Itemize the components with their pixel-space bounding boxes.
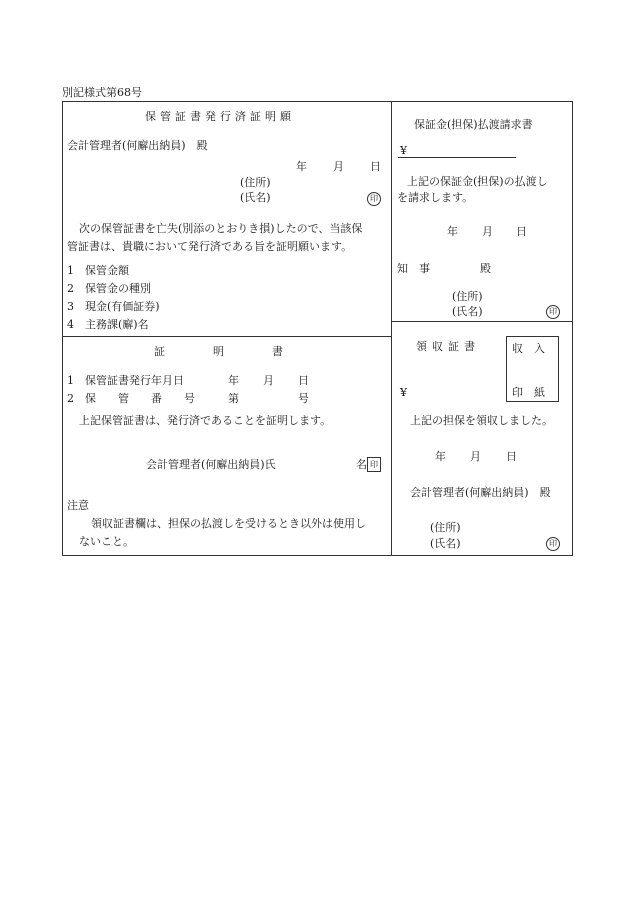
note-title: 注意 <box>67 499 89 512</box>
note-line2: ないこと。 <box>79 535 134 548</box>
receipt-statement: 上記の担保を領収しました。 <box>410 414 553 427</box>
receipt-seal-icon: 印 <box>546 537 560 551</box>
form-number: 別記様式第68号 <box>62 86 142 99</box>
request-item-2-text: 保管金の種別 <box>85 282 151 295</box>
request-item-4-text: 主務課(廨)名 <box>85 318 149 331</box>
note-line1: 領収証書欄は、担保の払渡しを受けるとき以外は使用し <box>91 517 366 530</box>
receipt-date-day: 日 <box>506 450 517 463</box>
request-seal-icon: 印 <box>367 192 381 206</box>
certificate-title: 証明書 <box>154 345 331 358</box>
cert-item-1-text: 保管証書発行年月日 <box>85 374 184 387</box>
receipt-date-year: 年 <box>435 450 446 463</box>
cert-item-1-num: 1 <box>67 374 74 387</box>
request-date-day: 日 <box>370 160 381 173</box>
revenue-stamp-bottom-label: 印 紙 <box>512 386 545 399</box>
cert-seal-icon: 印 <box>367 457 381 472</box>
cert-item-2-num: 2 <box>67 392 74 405</box>
withdrawal-date-day: 日 <box>516 225 527 238</box>
request-body-line1: 次の保管証書を亡失(別添のとおりき損)したので、当該保 <box>79 222 363 235</box>
withdrawal-amount-line <box>398 157 516 158</box>
request-item-2-num: 2 <box>67 282 74 295</box>
receipt-yen-sign: ¥ <box>400 386 407 399</box>
request-item-4-num: 4 <box>67 318 74 331</box>
request-address-label: (住所) <box>240 176 271 189</box>
withdrawal-yen-sign: ¥ <box>400 144 407 157</box>
vertical-divider <box>391 101 392 555</box>
withdrawal-addressee-dono: 殿 <box>480 262 491 275</box>
request-date-year: 年 <box>296 160 307 173</box>
cert-signer-name: 名 <box>356 458 367 471</box>
cert-statement: 上記保管証書は、発行済であることを証明します。 <box>79 414 332 427</box>
cert-signer: 会計管理者(何廨出納員)氏 <box>146 458 276 471</box>
left-horizontal-divider <box>62 336 392 337</box>
receipt-address-label: (住所) <box>430 521 461 534</box>
withdrawal-body-line1: 上記の保証金(担保)の払渡し <box>407 175 548 188</box>
withdrawal-addressee-governor: 知 事 <box>397 262 430 275</box>
request-body-line2: 管証書は、貴職において発行済である旨を証明願います。 <box>67 240 353 253</box>
revenue-stamp-top-label: 収 入 <box>512 342 545 355</box>
receipt-signer: 会計管理者(何廨出納員) 殿 <box>410 486 551 499</box>
cert-date-month: 月 <box>263 374 274 387</box>
cert-item-2-dai: 第 <box>228 392 239 405</box>
cert-date-year: 年 <box>228 374 239 387</box>
withdrawal-date-year: 年 <box>447 225 458 238</box>
request-name-label: (氏名) <box>240 191 271 204</box>
request-item-3-text: 現金(有価証券) <box>85 300 160 313</box>
request-addressee: 会計管理者(何廨出納員) 殿 <box>67 139 208 152</box>
request-item-1-text: 保管金額 <box>85 264 129 277</box>
request-item-1-num: 1 <box>67 264 74 277</box>
withdrawal-body-line2: を請求します。 <box>397 191 474 204</box>
receipt-name-label: (氏名) <box>430 537 461 550</box>
withdrawal-seal-icon: 印 <box>546 305 560 319</box>
withdrawal-date-month: 月 <box>482 225 493 238</box>
withdrawal-name-label: (氏名) <box>452 305 483 318</box>
receipt-date-month: 月 <box>470 450 481 463</box>
withdrawal-request-title: 保証金(担保)払渡請求書 <box>414 118 533 131</box>
cert-date-day: 日 <box>298 374 309 387</box>
certificate-request-title: 保管証書発行済証明願 <box>145 110 295 123</box>
withdrawal-address-label: (住所) <box>452 290 483 303</box>
request-item-3-num: 3 <box>67 300 74 313</box>
right-horizontal-divider <box>391 321 572 322</box>
cert-item-2-go: 号 <box>298 392 309 405</box>
request-date-month: 月 <box>333 160 344 173</box>
receipt-title: 領収証書 <box>416 340 480 353</box>
cert-item-2-text: 保管番号 <box>85 392 217 405</box>
